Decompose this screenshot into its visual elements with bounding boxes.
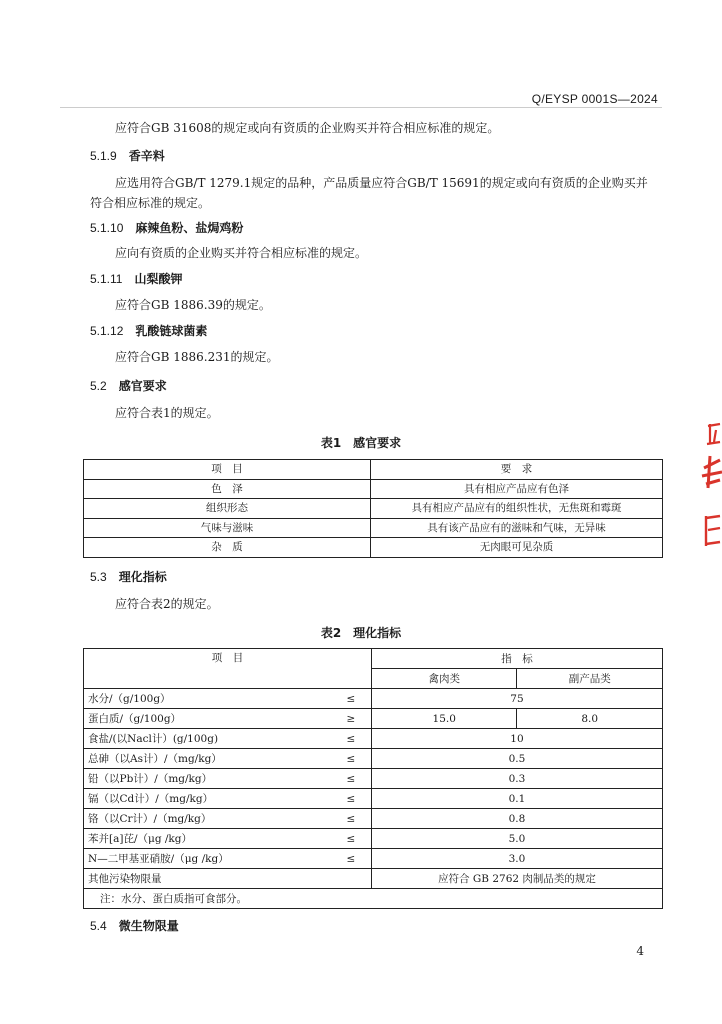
table-row [84, 749, 663, 769]
table-cell: 15.0 [371, 709, 517, 729]
table-row [84, 769, 663, 789]
heading-number: 5.1.9 [90, 149, 117, 163]
table-cell: 3.0 [371, 849, 662, 869]
page-number: 4 [636, 944, 644, 958]
sensory-table [83, 459, 663, 558]
heading-title: 理化指标 [118, 570, 167, 584]
heading-5-1-12 [90, 322, 207, 339]
table-header-cell: 要 求 [371, 460, 663, 480]
table-cell: 镉（以Cd计）/（mg/kg） [84, 789, 331, 809]
heading-title: 乳酸链球菌素 [135, 324, 208, 338]
table-cell: ≤ [331, 769, 372, 789]
table-note: 注：水分、蛋白质指可食部分。 [84, 889, 663, 909]
heading-5-1-10 [90, 219, 243, 236]
paragraph-5-1-10: 应向有资质的企业购买并符合相应标准的规定。 [115, 246, 368, 260]
heading-5-4 [90, 917, 179, 934]
table-row [84, 518, 663, 538]
table-cell: 具有该产品应有的滋味和气味，无异味 [371, 518, 663, 538]
table-cell: 0.5 [371, 749, 662, 769]
heading-5-1-11 [90, 270, 183, 287]
table-note-row [84, 889, 663, 909]
table1-caption: 表1 感官要求 [320, 436, 402, 450]
table-cell: ≤ [331, 689, 372, 709]
table-cell: ≤ [331, 749, 372, 769]
table-cell: N—二甲基亚硝胺/（μg /kg） [84, 849, 331, 869]
table2-caption: 表2 理化指标 [320, 626, 402, 640]
table-cell: 75 [371, 689, 662, 709]
paragraph-5-2: 应符合表1的规定。 [115, 406, 219, 420]
table-cell: 总砷（以As计）/（mg/kg） [84, 749, 331, 769]
table-header-cell: 项 目 [84, 649, 372, 689]
document-code: Q/EYSP 0001S—2024 [531, 92, 658, 106]
table-cell: 无肉眼可见杂质 [371, 538, 663, 558]
paragraph-5-1-11: 应符合GB 1886.39的规定。 [115, 298, 271, 312]
table-cell: 气味与滋味 [84, 518, 371, 538]
table-header-cell: 副产品类 [517, 669, 663, 689]
paragraph-5-1-12: 应符合GB 1886.231的规定。 [115, 350, 279, 364]
table-row [84, 829, 663, 849]
table-row [84, 869, 663, 889]
table-row [84, 709, 663, 729]
table-header-cell: 项 目 [84, 460, 371, 480]
table-cell: 应符合 GB 2762 肉制品类的规定 [371, 869, 662, 889]
table-row [84, 849, 663, 869]
heading-title: 香辛料 [128, 149, 165, 163]
table-row [84, 689, 663, 709]
table-header-cell: 禽肉类 [371, 669, 517, 689]
table-row [84, 499, 663, 519]
heading-number: 5.2 [90, 379, 107, 393]
table-cell: ≥ [331, 709, 372, 729]
table-cell: 0.1 [371, 789, 662, 809]
heading-number: 5.4 [90, 919, 107, 933]
table-cell: ≤ [331, 809, 372, 829]
table-cell: 具有相应产品应有的组织性状，无焦斑和霉斑 [371, 499, 663, 519]
table-header-cell: 指 标 [371, 649, 662, 669]
heading-title: 感官要求 [118, 379, 167, 393]
table-cell: 杂 质 [84, 538, 371, 558]
table-cell: 0.3 [371, 769, 662, 789]
table-cell: 其他污染物限量 [84, 869, 372, 889]
header-rule [60, 107, 662, 108]
table-cell: 色 泽 [84, 479, 371, 499]
red-seal-stamp-fragment [700, 418, 722, 558]
table-cell: 10 [371, 729, 662, 749]
paragraph-5-1-9-line1: 应选用符合GB/T 1279.1规定的品种，产品质量应符合GB/T 15691的规定或向有资质的企业购买并 [115, 176, 648, 190]
heading-5-1-9 [90, 147, 165, 164]
table-row [84, 538, 663, 558]
table-cell: ≤ [331, 789, 372, 809]
table-header-row [84, 649, 663, 669]
heading-title: 微生物限量 [118, 919, 179, 933]
table-row [84, 479, 663, 499]
heading-title: 麻辣鱼粉、盐焗鸡粉 [135, 221, 244, 235]
table-cell: 水分/（g/100g） [84, 689, 331, 709]
heading-number: 5.1.11 [90, 272, 123, 286]
table-cell: 0.8 [371, 809, 662, 829]
paragraph-5-3: 应符合表2的规定。 [115, 597, 219, 611]
table-row [84, 809, 663, 829]
table-cell: ≤ [331, 729, 372, 749]
table-cell: 组织形态 [84, 499, 371, 519]
table-cell: 铬（以Cr计）/（mg/kg） [84, 809, 331, 829]
heading-number: 5.3 [90, 570, 107, 584]
table-cell: ≤ [331, 849, 372, 869]
table-cell: 5.0 [371, 829, 662, 849]
heading-number: 5.1.12 [90, 324, 124, 338]
paragraph-5-1-9-line2: 符合相应标准的规定。 [90, 196, 211, 210]
physicochemical-table [83, 648, 663, 909]
table-cell: 蛋白质/（g/100g） [84, 709, 331, 729]
table-cell: 苯并[a]芘/（μg /kg） [84, 829, 331, 849]
table-row [84, 789, 663, 809]
table-cell: 具有相应产品应有色泽 [371, 479, 663, 499]
paragraph-gb31608: 应符合GB 31608的规定或向有资质的企业购买并符合相应标准的规定。 [115, 121, 500, 135]
heading-title: 山梨酸钾 [134, 272, 183, 286]
table-row [84, 729, 663, 749]
table-cell: 铅（以Pb计）/（mg/kg） [84, 769, 331, 789]
table-cell: ≤ [331, 829, 372, 849]
heading-5-2 [90, 377, 167, 394]
table-cell: 食盐/(以Nacl计）(g/100g) [84, 729, 331, 749]
heading-5-3 [90, 568, 167, 585]
table-cell: 8.0 [517, 709, 663, 729]
heading-number: 5.1.10 [90, 221, 124, 235]
table-header-row [84, 460, 663, 480]
